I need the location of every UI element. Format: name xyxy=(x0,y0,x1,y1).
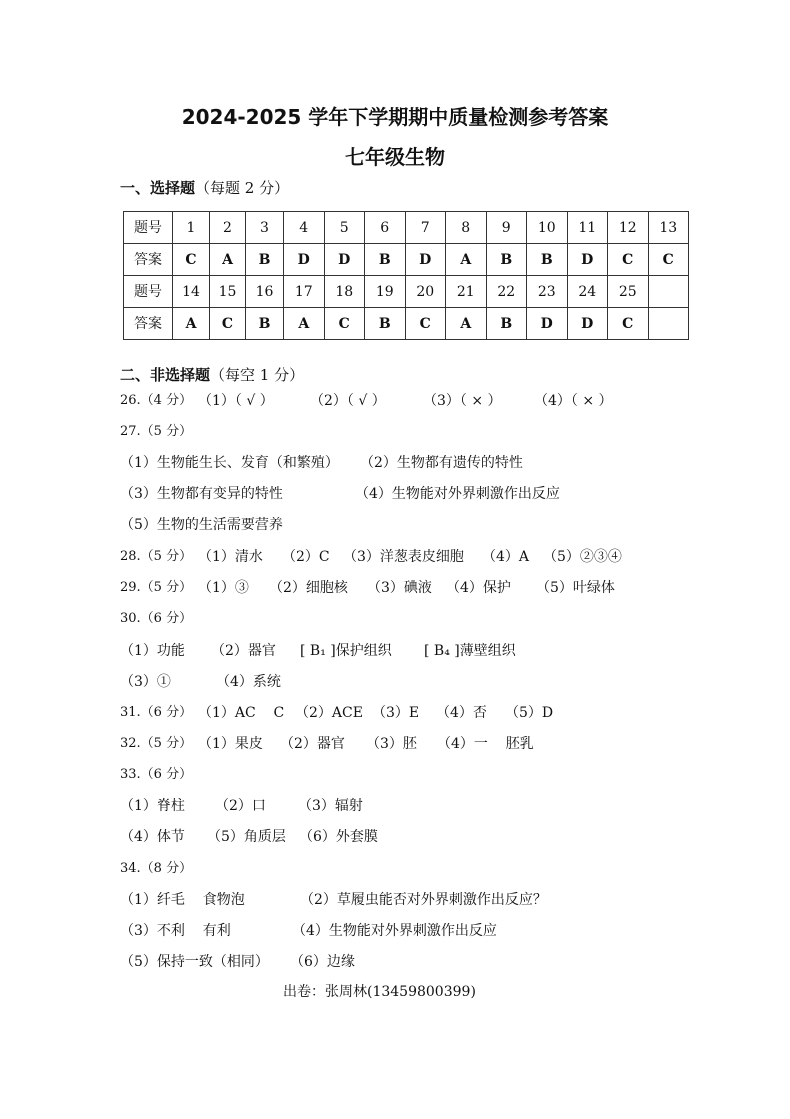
answer-item: （2）草履虫能否对外界刺激作出反应？ xyxy=(300,892,547,908)
question-label: 34.（8 分） xyxy=(120,861,193,876)
row-header-cell: 答案 xyxy=(124,244,173,276)
section-heading-nonchoice xyxy=(120,365,304,385)
answer-item: （3）（ × ） xyxy=(423,393,502,409)
question-32-line xyxy=(0,734,790,754)
answer-item: （5）②③④ xyxy=(543,549,622,565)
answer-cell: C xyxy=(405,308,446,340)
answer-item: （1）AC C xyxy=(198,705,285,721)
answer-item: （4）否 xyxy=(436,705,487,721)
question-number-cell: 12 xyxy=(608,212,649,244)
question-33-line xyxy=(0,765,790,785)
answer-cell: B xyxy=(365,308,406,340)
answer-item: （1）功能 xyxy=(120,643,185,659)
question-number-cell: 7 xyxy=(405,212,446,244)
question-number-cell: 8 xyxy=(446,212,487,244)
question-number-cell: 4 xyxy=(284,212,325,244)
choice-answer-table xyxy=(123,211,689,340)
question-31-line xyxy=(0,703,790,723)
answer-cell: B xyxy=(486,244,527,276)
question-number-cell: 15 xyxy=(210,276,246,308)
question-number-cell: 14 xyxy=(173,276,210,308)
answer-cell: D xyxy=(284,244,325,276)
answer-item: （2）（ √ ） xyxy=(310,393,386,409)
question-33-row-2 xyxy=(0,827,790,847)
answer-item: （3）① xyxy=(120,674,171,690)
question-number-cell: 1 xyxy=(173,212,210,244)
answer-item: （5）叶绿体 xyxy=(536,580,615,596)
answer-cell: A xyxy=(173,308,210,340)
answer-item: （3）E xyxy=(372,705,420,721)
question-29-line xyxy=(0,578,790,598)
answer-item: （3）不利 有利 xyxy=(120,923,231,939)
answer-row xyxy=(124,308,689,340)
answer-item: （1）纤毛 食物泡 xyxy=(120,892,245,908)
question-number-cell: 22 xyxy=(486,276,527,308)
answer-item: （4）（ × ） xyxy=(534,393,613,409)
question-number-cell: 11 xyxy=(567,212,608,244)
answer-cell: D xyxy=(405,244,446,276)
question-number-cell: 17 xyxy=(284,276,325,308)
author-credit: 出卷：张周林(13459800399) xyxy=(283,984,476,1000)
question-number-cell: 24 xyxy=(567,276,608,308)
answer-row xyxy=(124,244,689,276)
question-number-cell: 16 xyxy=(246,276,284,308)
question-number-cell: 13 xyxy=(648,212,689,244)
question-number-cell: 19 xyxy=(365,276,406,308)
answer-item: （3）生物都有变异的特性 xyxy=(120,486,283,502)
question-34-row-3 xyxy=(0,952,790,972)
question-label: 30.（6 分） xyxy=(120,611,193,626)
answer-item: （2）器官 xyxy=(211,643,276,659)
page-subtitle: 七年级生物 xyxy=(345,145,445,169)
answer-item: （5）D xyxy=(505,705,554,721)
answer-item: （1）（ √ ） xyxy=(198,393,274,409)
answer-cell: C xyxy=(210,308,246,340)
answer-item: （1）③ xyxy=(198,580,249,596)
question-number-cell: 10 xyxy=(527,212,568,244)
answer-item: （2）口 xyxy=(215,798,266,814)
question-number-cell: 21 xyxy=(446,276,487,308)
question-number-cell: 20 xyxy=(405,276,446,308)
answer-item: （4）生物能对外界刺激作出反应 xyxy=(355,486,560,502)
question-label: 26.（4 分） xyxy=(120,393,193,408)
answer-item: （1）清水 xyxy=(198,549,263,565)
answer-item: （5）角质层 xyxy=(207,829,286,845)
answer-item: （5）保持一致（相同） xyxy=(120,954,269,970)
answer-cell: C xyxy=(608,308,649,340)
question-27-row-1 xyxy=(0,453,790,473)
question-label: 28.（5 分） xyxy=(120,549,193,564)
section-title: 二、非选择题 xyxy=(120,366,211,384)
answer-cell: B xyxy=(527,244,568,276)
answer-item: （3）胚 xyxy=(366,736,417,752)
question-33-row-1 xyxy=(0,796,790,816)
question-34-row-1 xyxy=(0,890,790,910)
answer-cell: D xyxy=(567,244,608,276)
row-header-cell: 答案 xyxy=(124,308,173,340)
row-header-cell: 题号 xyxy=(124,212,173,244)
question-number-cell: 18 xyxy=(324,276,365,308)
answer-cell: D xyxy=(324,244,365,276)
answer-item: （2）细胞核 xyxy=(269,580,348,596)
question-34-line xyxy=(0,859,790,879)
answer-item: （1）生物能生长、发育（和繁殖） xyxy=(120,455,339,471)
question-number-cell: 3 xyxy=(246,212,284,244)
answer-cell: D xyxy=(527,308,568,340)
section-note: （每题 2 分） xyxy=(195,179,290,197)
answer-cell: B xyxy=(365,244,406,276)
question-number-cell: 6 xyxy=(365,212,406,244)
answer-cell: A xyxy=(446,308,487,340)
answer-item: （1）果皮 xyxy=(198,736,263,752)
answer-cell: A xyxy=(446,244,487,276)
answer-item: （4）系统 xyxy=(216,674,281,690)
question-27-row-3 xyxy=(0,515,790,535)
answer-cell: C xyxy=(173,244,210,276)
question-label: 33.（6 分） xyxy=(120,767,193,782)
answer-cell: B xyxy=(486,308,527,340)
question-label: 29.（5 分） xyxy=(120,580,193,595)
answer-item: [ B₄ ]薄壁组织 xyxy=(424,643,516,659)
question-30-row-1 xyxy=(0,641,790,661)
answer-item: （4）一 胚乳 xyxy=(437,736,534,752)
answer-item: （4）保护 xyxy=(446,580,511,596)
answer-item: （6）外套膜 xyxy=(299,829,378,845)
question-label: 31.（6 分） xyxy=(120,705,193,720)
answer-cell: B xyxy=(246,244,284,276)
choice-table-body xyxy=(124,212,689,340)
question-number-row xyxy=(124,276,689,308)
question-30-line xyxy=(0,609,790,629)
question-number-cell: 23 xyxy=(527,276,568,308)
question-28-line xyxy=(0,547,790,567)
answer-cell: A xyxy=(284,308,325,340)
answer-cell: B xyxy=(246,308,284,340)
question-label: 27.（5 分） xyxy=(120,424,193,439)
answer-item: （2）C xyxy=(282,549,330,565)
answer-item: [ B₁ ]保护组织 xyxy=(300,643,392,659)
answer-cell: D xyxy=(567,308,608,340)
answer-item: （3）洋葱表皮细胞 xyxy=(343,549,464,565)
row-header-cell: 题号 xyxy=(124,276,173,308)
answer-cell: A xyxy=(210,244,246,276)
answer-cell: C xyxy=(324,308,365,340)
answer-item: （5）生物的生活需要营养 xyxy=(120,517,283,533)
question-30-row-2 xyxy=(0,672,790,692)
question-number-cell: 5 xyxy=(324,212,365,244)
answer-item: （4）A xyxy=(482,549,530,565)
section-heading-choice xyxy=(120,178,289,198)
question-number-cell: 2 xyxy=(210,212,246,244)
question-27-row-2 xyxy=(0,484,790,504)
section-title: 一、选择题 xyxy=(120,179,196,197)
author-line xyxy=(0,982,790,1002)
answer-item: （3）辐射 xyxy=(298,798,363,814)
question-label: 32.（5 分） xyxy=(120,736,193,751)
question-number-cell: 25 xyxy=(608,276,649,308)
answer-item: （2）生物都有遗传的特性 xyxy=(360,455,523,471)
question-number-row xyxy=(124,212,689,244)
answer-item: （3）碘液 xyxy=(367,580,432,596)
question-26-line xyxy=(0,391,790,411)
answer-item: （4）生物能对外界刺激作出反应 xyxy=(292,923,497,939)
question-27-line xyxy=(0,422,790,442)
answer-item: （6）边缘 xyxy=(290,954,355,970)
question-34-row-2 xyxy=(0,921,790,941)
question-number-cell xyxy=(648,276,689,308)
answer-cell: C xyxy=(648,244,689,276)
question-number-cell: 9 xyxy=(486,212,527,244)
answer-item: （2）器官 xyxy=(280,736,345,752)
answer-cell: C xyxy=(608,244,649,276)
answer-item: （2）ACE xyxy=(295,705,363,721)
answer-cell xyxy=(648,308,689,340)
page-title: 2024-2025 学年下学期期中质量检测参考答案 xyxy=(181,105,609,129)
section-note: （每空 1 分） xyxy=(210,366,305,384)
answer-item: （4）体节 xyxy=(120,829,185,845)
answer-item: （1）脊柱 xyxy=(120,798,185,814)
